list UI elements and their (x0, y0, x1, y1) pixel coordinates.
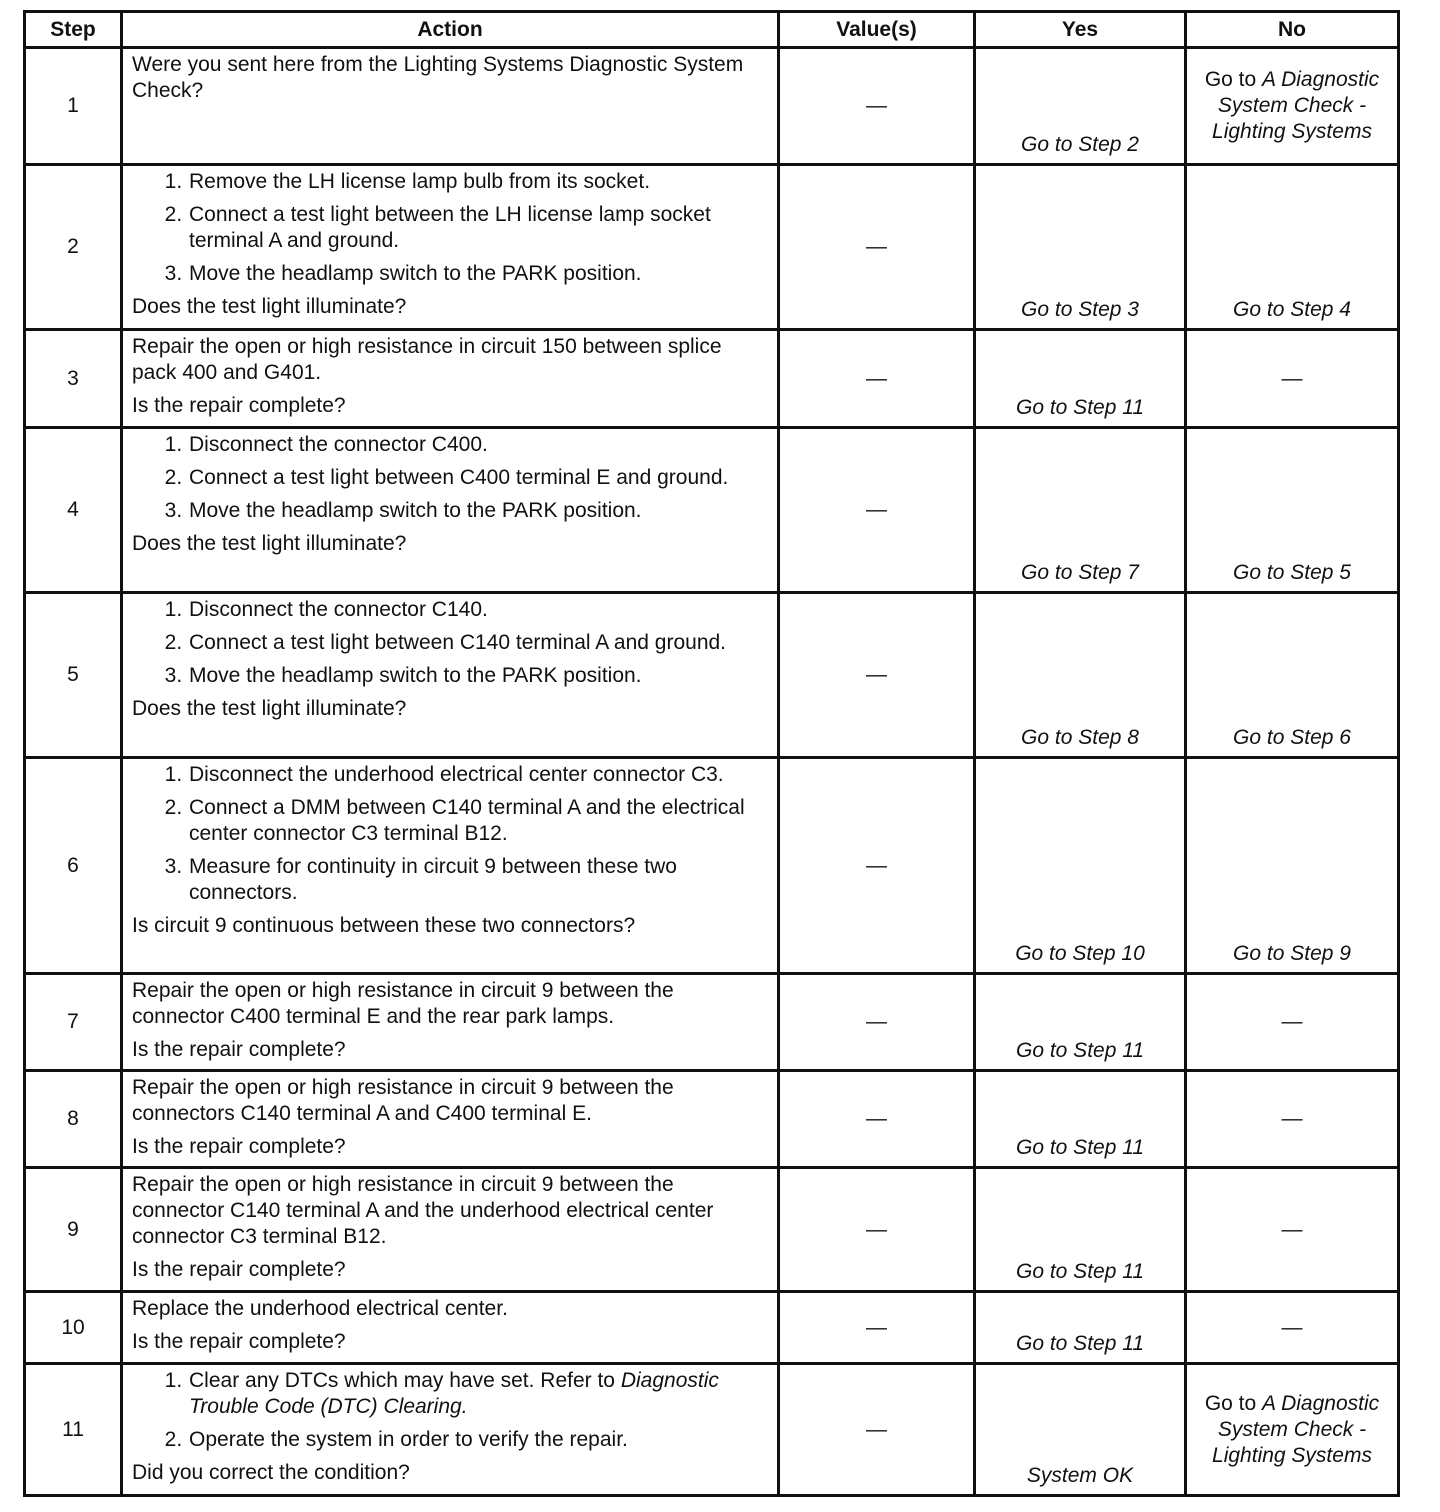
header-step: Step (25, 12, 122, 48)
action-cell (122, 1071, 779, 1168)
value-cell: — (779, 1071, 975, 1168)
no-cell: Go to Step 9 (1186, 758, 1399, 974)
action-question: Is the repair complete? (132, 1258, 346, 1281)
table-row (25, 1168, 1399, 1292)
action-steps (132, 762, 767, 906)
action-cell (122, 1168, 779, 1292)
step-number: 1 (25, 48, 122, 165)
action-text: Were you sent here from the Lighting Systems Diagnostic System Check? (132, 53, 744, 102)
value-cell: — (779, 974, 975, 1071)
action-step: 1. Disconnect the underhood electrical center connector C3. (188, 762, 767, 788)
no-cell: — (1186, 1292, 1399, 1364)
table-row (25, 758, 1399, 974)
step-number: 2 (25, 165, 122, 330)
action-cell (122, 1364, 779, 1496)
yes-cell: Go to Step 10 (975, 758, 1186, 974)
no-cell (1186, 48, 1399, 165)
action-cell (122, 593, 779, 758)
table-row (25, 428, 1399, 593)
header-action: Action (122, 12, 779, 48)
table-row (25, 593, 1399, 758)
action-question: Did you correct the condition? (132, 1461, 410, 1484)
value-cell: — (779, 165, 975, 330)
action-text: Repair the open or high resistance in circuit 150 between splice pack 400 and G401. (132, 335, 722, 384)
action-step-text: Clear any DTCs which may have set. Refer to (189, 1369, 621, 1392)
no-prefix: Go to (1204, 1391, 1263, 1415)
action-question: Does the test light illuminate? (132, 532, 407, 555)
action-step: 3. Move the headlamp switch to the PARK position. (188, 261, 767, 287)
action-step: 2. Connect a test light between C140 terminal A and ground. (188, 630, 767, 656)
value-cell: — (779, 593, 975, 758)
value-cell: — (779, 1292, 975, 1364)
action-question: Is the repair complete? (132, 394, 346, 417)
action-question: Is the repair complete? (132, 1135, 346, 1158)
dtc-clearing-link[interactable]: Diagnostic Trouble Code (DTC) Clearing. (189, 1369, 719, 1418)
action-steps (132, 597, 767, 689)
step-number: 8 (25, 1071, 122, 1168)
action-step: 3. Measure for continuity in circuit 9 between these two connectors. (188, 854, 767, 906)
value-cell: — (779, 48, 975, 165)
table-row (25, 330, 1399, 428)
yes-cell: System OK (975, 1364, 1186, 1496)
value-cell: — (779, 758, 975, 974)
yes-cell: Go to Step 11 (975, 1292, 1186, 1364)
value-cell: — (779, 330, 975, 428)
no-link[interactable]: A Diagnostic System Check - Lighting Systems (1212, 1391, 1380, 1467)
no-cell: Go to Step 4 (1186, 165, 1399, 330)
yes-cell: Go to Step 11 (975, 1168, 1186, 1292)
no-cell: — (1186, 330, 1399, 428)
step-number: 7 (25, 974, 122, 1071)
action-text: Repair the open or high resistance in circuit 9 between the connector C400 terminal E and the rear park lamps. (132, 979, 674, 1028)
step-number: 6 (25, 758, 122, 974)
action-cell (122, 428, 779, 593)
no-link: A Diagnostic System Check - Lighting Systems (1212, 68, 1380, 143)
yes-cell: Go to Step 11 (975, 974, 1186, 1071)
action-steps (132, 432, 767, 524)
action-cell (122, 48, 779, 165)
action-step: 2. Operate the system in order to verify the repair. (188, 1427, 767, 1453)
value-cell: — (779, 428, 975, 593)
action-step: 1. Disconnect the connector C400. (188, 432, 767, 458)
action-step: 1. Disconnect the connector C140. (188, 597, 767, 623)
action-question: Is the repair complete? (132, 1330, 346, 1353)
yes-cell: Go to Step 7 (975, 428, 1186, 593)
action-cell (122, 330, 779, 428)
action-cell (122, 758, 779, 974)
table-row (25, 1292, 1399, 1364)
no-cell: Go to Step 5 (1186, 428, 1399, 593)
action-cell (122, 974, 779, 1071)
action-text: Repair the open or high resistance in circuit 9 between the connectors C140 terminal A and C400 terminal E. (132, 1076, 674, 1125)
action-step: 2. Connect a DMM between C140 terminal A and the electrical center connector C3 terminal B12. (188, 795, 767, 847)
diagnostic-table (23, 10, 1400, 1497)
table-row (25, 48, 1399, 165)
action-step: 2. Connect a test light between C400 terminal E and ground. (188, 465, 767, 491)
action-cell (122, 1292, 779, 1364)
action-step (188, 1368, 767, 1420)
action-question: Is circuit 9 continuous between these two connectors? (132, 914, 636, 937)
table-row (25, 165, 1399, 330)
yes-cell: Go to Step 11 (975, 1071, 1186, 1168)
step-number: 5 (25, 593, 122, 758)
action-step: 1. Remove the LH license lamp bulb from its socket. (188, 169, 767, 195)
action-step: 3. Move the headlamp switch to the PARK position. (188, 663, 767, 689)
action-cell (122, 165, 779, 330)
no-prefix: Go to (1204, 68, 1263, 91)
header-no: No (1186, 12, 1399, 48)
header-row (25, 12, 1399, 48)
table-row (25, 974, 1399, 1071)
action-text: Repair the open or high resistance in circuit 9 between the connector C140 terminal A and the underhood electrical center connector C3 terminal B12. (132, 1173, 714, 1248)
action-text: Replace the underhood electrical center. (132, 1297, 508, 1320)
table-row (25, 1364, 1399, 1496)
yes-cell: Go to Step 2 (975, 48, 1186, 165)
action-step: 2. Connect a test light between the LH license lamp socket terminal A and ground. (188, 202, 767, 254)
action-steps (132, 1368, 767, 1453)
yes-cell: Go to Step 8 (975, 593, 1186, 758)
step-number: 4 (25, 428, 122, 593)
step-number: 9 (25, 1168, 122, 1292)
no-cell: — (1186, 1168, 1399, 1292)
step-number: 3 (25, 330, 122, 428)
action-step: 3. Move the headlamp switch to the PARK position. (188, 498, 767, 524)
yes-cell: Go to Step 11 (975, 330, 1186, 428)
no-cell: Go to Step 6 (1186, 593, 1399, 758)
action-question: Is the repair complete? (132, 1038, 346, 1061)
action-question: Does the test light illuminate? (132, 697, 407, 720)
step-number: 11 (25, 1364, 122, 1496)
no-cell (1186, 1364, 1399, 1496)
table-row (25, 1071, 1399, 1168)
step-number: 10 (25, 1292, 122, 1364)
value-cell: — (779, 1168, 975, 1292)
header-yes: Yes (975, 12, 1186, 48)
yes-cell: Go to Step 3 (975, 165, 1186, 330)
action-steps (132, 169, 767, 287)
header-values: Value(s) (779, 12, 975, 48)
action-question: Does the test light illuminate? (132, 295, 407, 318)
no-cell: — (1186, 974, 1399, 1071)
value-cell: — (779, 1364, 975, 1496)
no-cell: — (1186, 1071, 1399, 1168)
